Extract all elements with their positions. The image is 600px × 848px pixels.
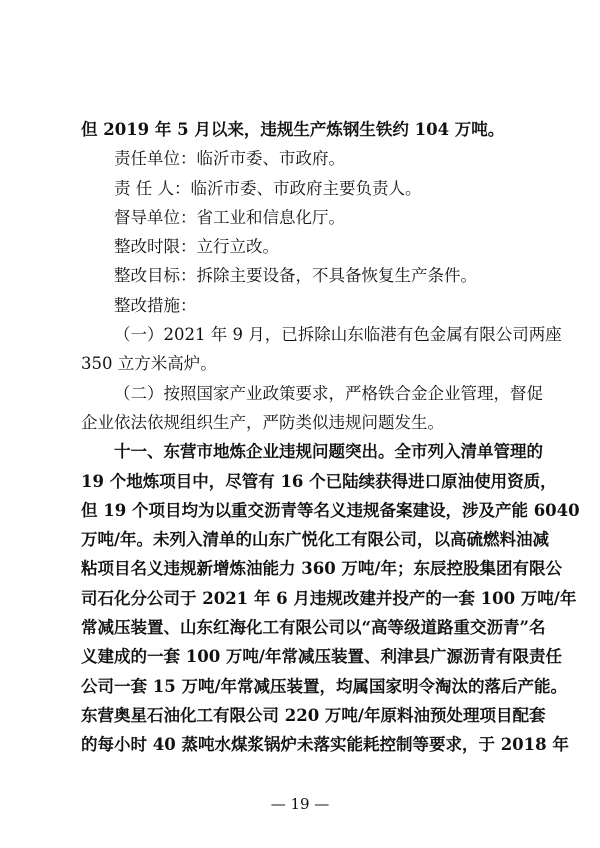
text-line: 司石化分公司于 2021 年 6 月违规改建并投产的一套 100 万吨/年 bbox=[81, 588, 577, 608]
measure-2: （二）按照国家产业政策要求，严格铁合金企业管理，督促 bbox=[114, 383, 543, 403]
text-line: 但 19 个项目均为以重交沥青等名义违规备案建设，涉及产能 6040 bbox=[81, 500, 580, 520]
text-line: 常减压装置、山东红海化工有限公司以“高等级道路重交沥青”名 bbox=[81, 618, 546, 638]
text-line: 但 2019 年 5 月以来，违规生产炼钢生铁约 104 万吨。 bbox=[81, 120, 505, 139]
measure-1-cont: 350 立方米高炉。 bbox=[81, 354, 217, 374]
rectification-measures-heading: 整改措施： bbox=[114, 295, 197, 315]
responsible-unit: 责任单位：临沂市委、市政府。 bbox=[114, 149, 345, 169]
document-body bbox=[81, 115, 580, 760]
text-line: 万吨/年。未列入清单的山东广悦化工有限公司，以高硫燃料油减 bbox=[81, 530, 550, 550]
measure-2-cont: 企业依法依规组织生产，严防类似违规问题发生。 bbox=[81, 412, 444, 432]
text-line: 粘项目名义违规新增炼油能力 360 万吨/年；东辰控股集团有限公 bbox=[81, 559, 562, 579]
measure-1: （一）2021 年 9 月，已拆除山东临港有色金属有限公司两座 bbox=[114, 325, 562, 345]
rectification-deadline: 整改时限：立行立改。 bbox=[114, 237, 279, 257]
text-line: 19 个地炼项目中，尽管有 16 个已陆续获得进口原油使用资质， bbox=[81, 471, 557, 491]
page-number: — 19 — bbox=[270, 795, 330, 813]
section-heading: 十一、东营市地炼企业违规问题突出。全市列入清单管理的 bbox=[114, 442, 543, 462]
text-line: 的每小时 40 蒸吨水煤浆锅炉未落实能耗控制等要求，于 2018 年 bbox=[81, 735, 569, 755]
supervising-unit: 督导单位：省工业和信息化厅。 bbox=[114, 207, 345, 227]
responsible-person: 责 任 人：临沂市委、市政府主要负责人。 bbox=[114, 178, 422, 198]
rectification-goal: 整改目标：拆除主要设备，不具备恢复生产条件。 bbox=[114, 266, 477, 286]
text-line: 义建成的一套 100 万吨/年常减压装置、利津县广源沥青有限责任 bbox=[81, 647, 562, 667]
text-line: 公司一套 15 万吨/年常减压装置，均属国家明令淘汰的落后产能。 bbox=[81, 676, 567, 696]
text-line: 东营奥星石油化工有限公司 220 万吨/年原料油预处理项目配套 bbox=[81, 705, 546, 725]
